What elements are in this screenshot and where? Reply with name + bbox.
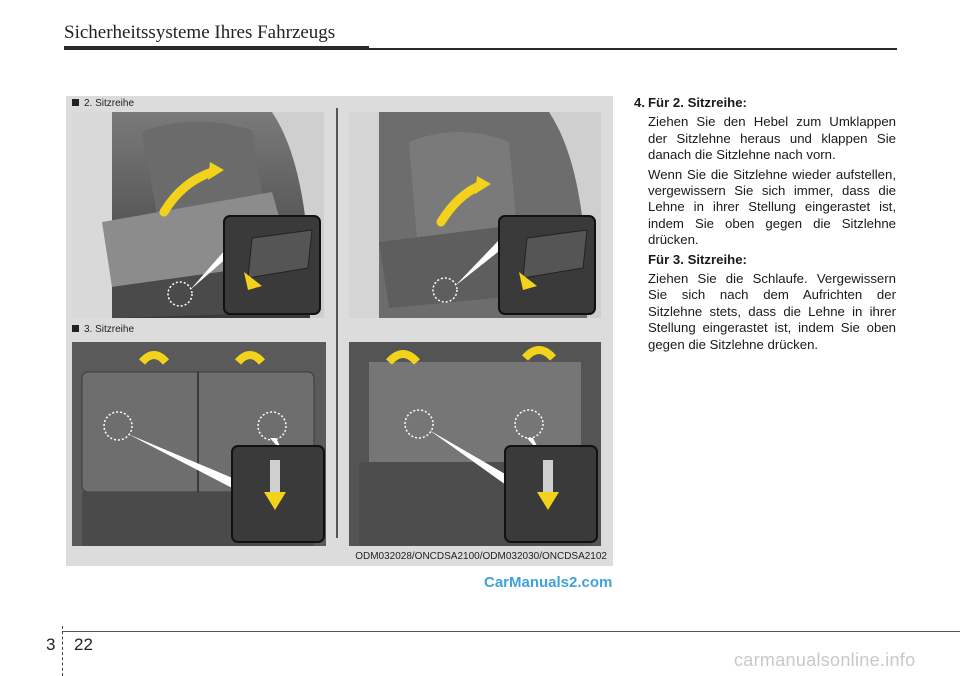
page-header-title: Sicherheitssysteme Ihres Fahrzeugs bbox=[64, 22, 336, 43]
step-heading bbox=[634, 95, 896, 111]
header-rule-thick bbox=[64, 46, 369, 50]
step-number: 4. bbox=[634, 95, 645, 110]
figure-code: ODM032028/ONCDSA2100/ODM032030/ONCDSA2102 bbox=[355, 551, 607, 562]
row2-para2: Wenn Sie die Sitzlehne wieder aufstellen, vergewissern Sie sich immer, dass die Lehne in ihrer Stellung eingerastet ist, indem Sie oben gegen die Sitzlehne drücken. bbox=[648, 166, 896, 248]
row3-heading: Für 3. Sitzreihe: bbox=[648, 251, 747, 267]
photo-row3-upright bbox=[72, 342, 326, 546]
figure-label-row3-text: 3. Sitzreihe bbox=[84, 324, 135, 335]
photo-row3-folding bbox=[349, 342, 601, 546]
bullet-square-icon bbox=[72, 99, 79, 106]
footer-logo[interactable]: carmanualsonline.info bbox=[734, 650, 916, 670]
row3-para: Ziehen Sie die Schlaufe. Vergewissern Sie sich nach dem Aufrichten der Sitzlehne stets, dass die Lehne in ihrer Stellung eingerastet ist, indem Sie oben gegen die Sitzlehne drücken. bbox=[648, 271, 896, 352]
bottom-rule bbox=[62, 631, 960, 632]
row2-para1: Ziehen Sie den Hebel zum Umklappen der Sitzlehne heraus und klappen Sie danach die Sitzlehne nach vorn. bbox=[648, 114, 896, 163]
page-section-number: 3 bbox=[46, 635, 56, 654]
photo-row2-folding bbox=[72, 112, 324, 318]
figure-panel bbox=[66, 96, 613, 566]
watermark-link[interactable]: CarManuals2.com bbox=[484, 574, 613, 591]
instructions bbox=[634, 95, 896, 353]
bullet-square-icon bbox=[72, 325, 79, 332]
figure-label-row2 bbox=[72, 98, 134, 109]
page-divider bbox=[62, 626, 64, 676]
figure-label-row2-text: 2. Sitzreihe bbox=[84, 98, 135, 109]
figure-divider bbox=[336, 108, 338, 538]
figure-label-row3 bbox=[72, 324, 134, 335]
header-rule-thin bbox=[369, 48, 897, 50]
photo-row2-raising bbox=[349, 112, 601, 318]
row2-heading: Für 2. Sitzreihe: bbox=[648, 95, 747, 110]
page-number: 22 bbox=[74, 635, 93, 654]
